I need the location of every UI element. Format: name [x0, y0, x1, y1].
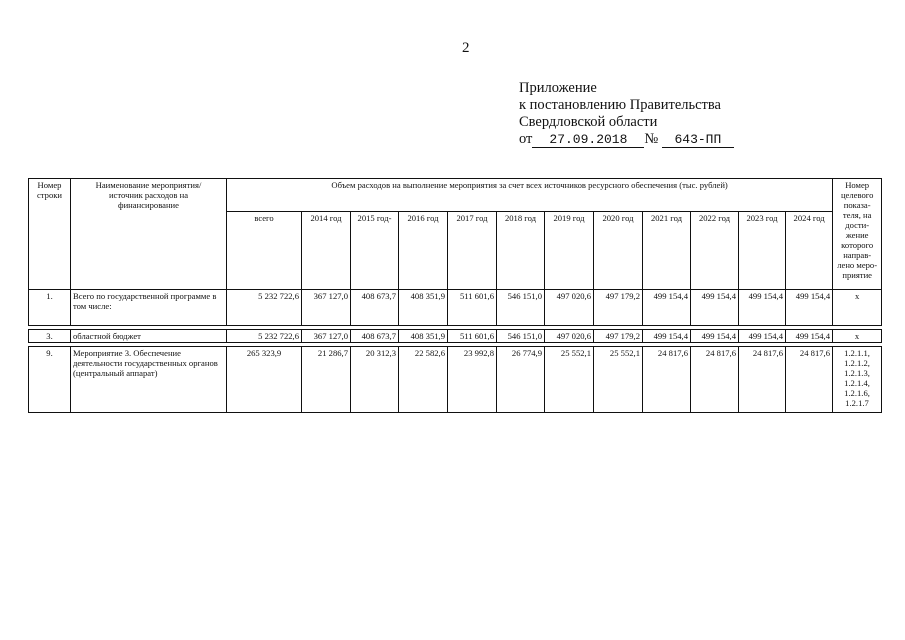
row-value: 23 992,8: [448, 347, 497, 413]
table-row: [29, 347, 882, 413]
header-year: 2014 год: [302, 212, 351, 290]
row-value: 499 154,4: [691, 330, 739, 343]
header-year: 2017 год: [448, 212, 497, 290]
row-value: 499 154,4: [739, 290, 786, 326]
row-value: 499 154,4: [786, 290, 833, 326]
header-year: 2023 год: [739, 212, 786, 290]
row-total: 5 232 722,6: [227, 330, 302, 343]
row-value: 24 817,6: [739, 347, 786, 413]
row-value: 25 552,1: [594, 347, 643, 413]
row-total: 5 232 722,6: [227, 290, 302, 326]
decree-number: 643-ПП: [662, 133, 734, 148]
header-total: всего: [227, 212, 302, 290]
row-name: Всего по государственной программе в том числе:: [71, 290, 227, 326]
table-segment-activity-3: [28, 346, 882, 413]
header-year: 2019 год: [545, 212, 594, 290]
decree-date: 27.09.2018: [532, 133, 644, 148]
row-value: 26 774,9: [497, 347, 545, 413]
row-name: областной бюджет: [71, 330, 227, 343]
row-value: 499 154,4: [691, 290, 739, 326]
row-total: 265 323,9: [227, 347, 302, 413]
appendix-line-2: к постановлению Правительства: [519, 97, 721, 113]
row-value: 408 673,7: [351, 290, 399, 326]
from-label: от: [519, 131, 533, 147]
row-number: 3.: [29, 330, 71, 343]
header-year: 2024 год: [786, 212, 833, 290]
row-value: 499 154,4: [739, 330, 786, 343]
row-value: 511 601,6: [448, 330, 497, 343]
row-number: 9.: [29, 347, 71, 413]
header-year: 2022 год: [691, 212, 739, 290]
row-value: 24 817,6: [691, 347, 739, 413]
row-value: 24 817,6: [786, 347, 833, 413]
row-value: 546 151,0: [497, 290, 545, 326]
header-expenditure-volume: Объем расходов на выполнение мероприятия за счет всех источников ресурсного обеспечения (тыс. рублей): [227, 179, 833, 212]
header-year: 2015 год-: [351, 212, 399, 290]
header-year: 2020 год: [594, 212, 643, 290]
appendix-date-line: [519, 131, 734, 148]
row-name: Мероприятие 3. Обеспечение деятельности государственных органов (центральный аппарат): [71, 347, 227, 413]
header-year: 2016 год: [399, 212, 448, 290]
row-value: 499 154,4: [786, 330, 833, 343]
row-value: 408 673,7: [351, 330, 399, 343]
row-value: 25 552,1: [545, 347, 594, 413]
row-value: 408 351,9: [399, 330, 448, 343]
row-value: 497 179,2: [594, 290, 643, 326]
row-value: 367 127,0: [302, 330, 351, 343]
row-value: 546 151,0: [497, 330, 545, 343]
row-value: 20 312,3: [351, 347, 399, 413]
page-number: 2: [462, 40, 470, 56]
row-value: 367 127,0: [302, 290, 351, 326]
row-value: 511 601,6: [448, 290, 497, 326]
header-table: [28, 178, 882, 326]
row-value: 21 286,7: [302, 347, 351, 413]
row-value: 497 020,6: [545, 290, 594, 326]
row-target: x: [833, 330, 882, 343]
row-value: 408 351,9: [399, 290, 448, 326]
table-row: [29, 330, 882, 343]
row-value: 497 020,6: [545, 330, 594, 343]
number-label: №: [644, 131, 659, 147]
row-target: 1.2.1.1, 1.2.1.2, 1.2.1.3, 1.2.1.4, 1.2.1.6, 1.2.1.7: [833, 347, 882, 413]
table-segment-regional-budget: [28, 329, 882, 343]
appendix-title: Приложение: [519, 80, 597, 96]
row-value: 497 179,2: [594, 330, 643, 343]
row-value: 22 582,6: [399, 347, 448, 413]
row-value: 499 154,4: [643, 330, 691, 343]
table-row: [29, 290, 882, 326]
row-target: x: [833, 290, 882, 326]
row-number: 1.: [29, 290, 71, 326]
header-year: 2018 год: [497, 212, 545, 290]
header-activity-name: Наименование мероприятия/ источник расходов на финансирование: [71, 179, 227, 290]
appendix-line-3: Свердловской области: [519, 114, 658, 130]
header-year: 2021 год: [643, 212, 691, 290]
header-row-number: Номер строки: [29, 179, 71, 290]
row-value: 499 154,4: [643, 290, 691, 326]
header-target-indicator: Номер целевого показа- теля, на дости- жение которого направ- лено меро- приятие: [833, 179, 882, 290]
row-value: 24 817,6: [643, 347, 691, 413]
appendix-header: [519, 80, 734, 148]
